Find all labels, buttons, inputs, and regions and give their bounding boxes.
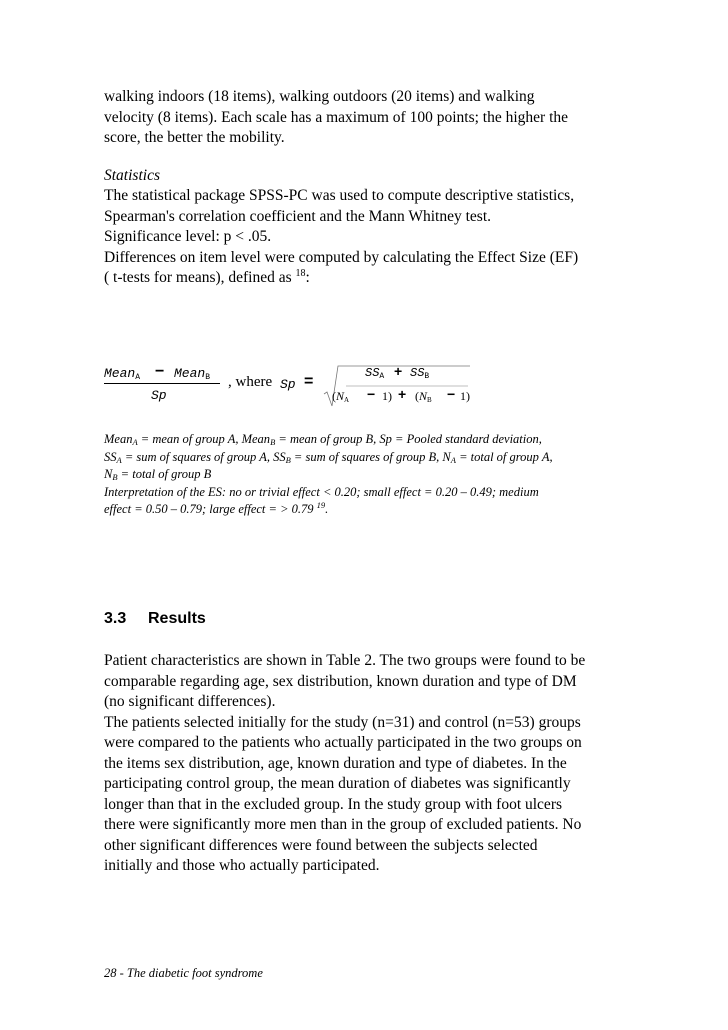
text-line: Significance level: p < .05.	[104, 228, 272, 245]
text-line: were compared to the patients who actually participated in the two groups on	[104, 734, 582, 751]
formula-ss-b: $SS_B$	[410, 366, 430, 381]
legend-line: Interpretation of the ES: no or trivial effect < 0.20; small effect = 0.20 – 0.49; medium	[104, 484, 539, 499]
formula-one: 1)	[460, 389, 470, 403]
legend-line: $N_B$ = total of group B	[104, 467, 212, 482]
formula-n-b: ($N_B$	[415, 389, 432, 404]
formula-numerator-b: Mean$_B$	[174, 366, 211, 382]
text-line: the items sex distribution, age, known duration and type of diabetes. In the	[104, 754, 567, 772]
text-line: participating control group, the mean duration of diabetes was significantly	[104, 775, 571, 792]
text-fragment: :	[305, 269, 310, 286]
text-line: Spearman's correlation coefficient and the Mann Whitney test.	[104, 207, 492, 225]
text-line: there were significantly more men than in the group of excluded patients. No	[104, 816, 582, 833]
text-line: velocity (8 items). Each scale has a maximum of 100 points; the higher the	[104, 108, 569, 126]
legend-line: $SS_A$ = sum of squares of group A, $SS_B$ = sum of squares of group B, $N_A$ = total of group A,	[104, 449, 553, 465]
text-line: score, the better the mobility.	[104, 129, 285, 146]
statistics-heading: Statistics	[104, 167, 160, 184]
text-line: Patient characteristics are shown in Table 2. The two groups were found to be	[104, 652, 586, 669]
formula-minus: −	[447, 386, 456, 402]
formula-where: , where	[228, 374, 273, 390]
text-line: The statistical package SPSS-PC was used to compute descriptive statistics,	[104, 187, 575, 204]
intro-paragraph	[104, 87, 634, 149]
formula-legend	[104, 431, 634, 519]
statistics-paragraph	[104, 186, 634, 289]
formula-plus: +	[398, 386, 407, 402]
text-line: comparable regarding age, sex distribution, known duration and type of DM	[104, 672, 577, 690]
section-number: 3.3	[104, 610, 127, 627]
formula-minus: −	[367, 386, 376, 402]
formula-equals: =	[304, 373, 314, 390]
section-heading	[104, 610, 206, 628]
formula-n-a: ($N_A$	[332, 389, 350, 404]
formula-one: 1)	[382, 389, 392, 403]
results-paragraph	[104, 651, 634, 877]
effect-size-formula	[104, 360, 484, 410]
text-line: other significant differences were found between the subjects selected	[104, 836, 538, 854]
text-line: walking indoors (18 items), walking outdoors (20 items) and walking	[104, 88, 535, 105]
text-line: The patients selected initially for the study (n=31) and control (n=53) groups	[104, 713, 581, 731]
formula-ss-a: $SS_A$	[365, 366, 385, 381]
formula-numerator-a: Mean$_A$	[104, 366, 141, 382]
text-line: longer than that in the excluded group. In the study group with foot ulcers	[104, 795, 563, 813]
fraction-bar	[104, 383, 220, 384]
formula-denominator: Sp	[151, 388, 167, 403]
legend-line: Mean$_A$ = mean of group A, Mean$_B$ = mean of group B, Sp = Pooled standard deviation,	[104, 432, 542, 447]
text-line: Differences on item level were computed by calculating the Effect Size (EF)	[104, 248, 579, 266]
text-fragment: ( t-tests for means), defined as	[104, 269, 296, 286]
text-line: (no significant differences).	[104, 693, 276, 710]
reference-number: 18	[295, 268, 306, 279]
text-line	[104, 268, 634, 289]
reference-number: 19	[316, 500, 326, 510]
page-footer: 28 - The diabetic foot syndrome	[104, 966, 263, 980]
formula-minus: −	[155, 363, 165, 380]
formula-plus: +	[394, 363, 403, 379]
legend-line: effect = 0.50 – 0.79; large effect = > 0.79 $^{19}$.	[104, 500, 329, 516]
formula-sp: Sp	[280, 377, 296, 392]
text-line: initially and those who actually participated.	[104, 857, 380, 874]
section-title: Results	[148, 610, 206, 627]
